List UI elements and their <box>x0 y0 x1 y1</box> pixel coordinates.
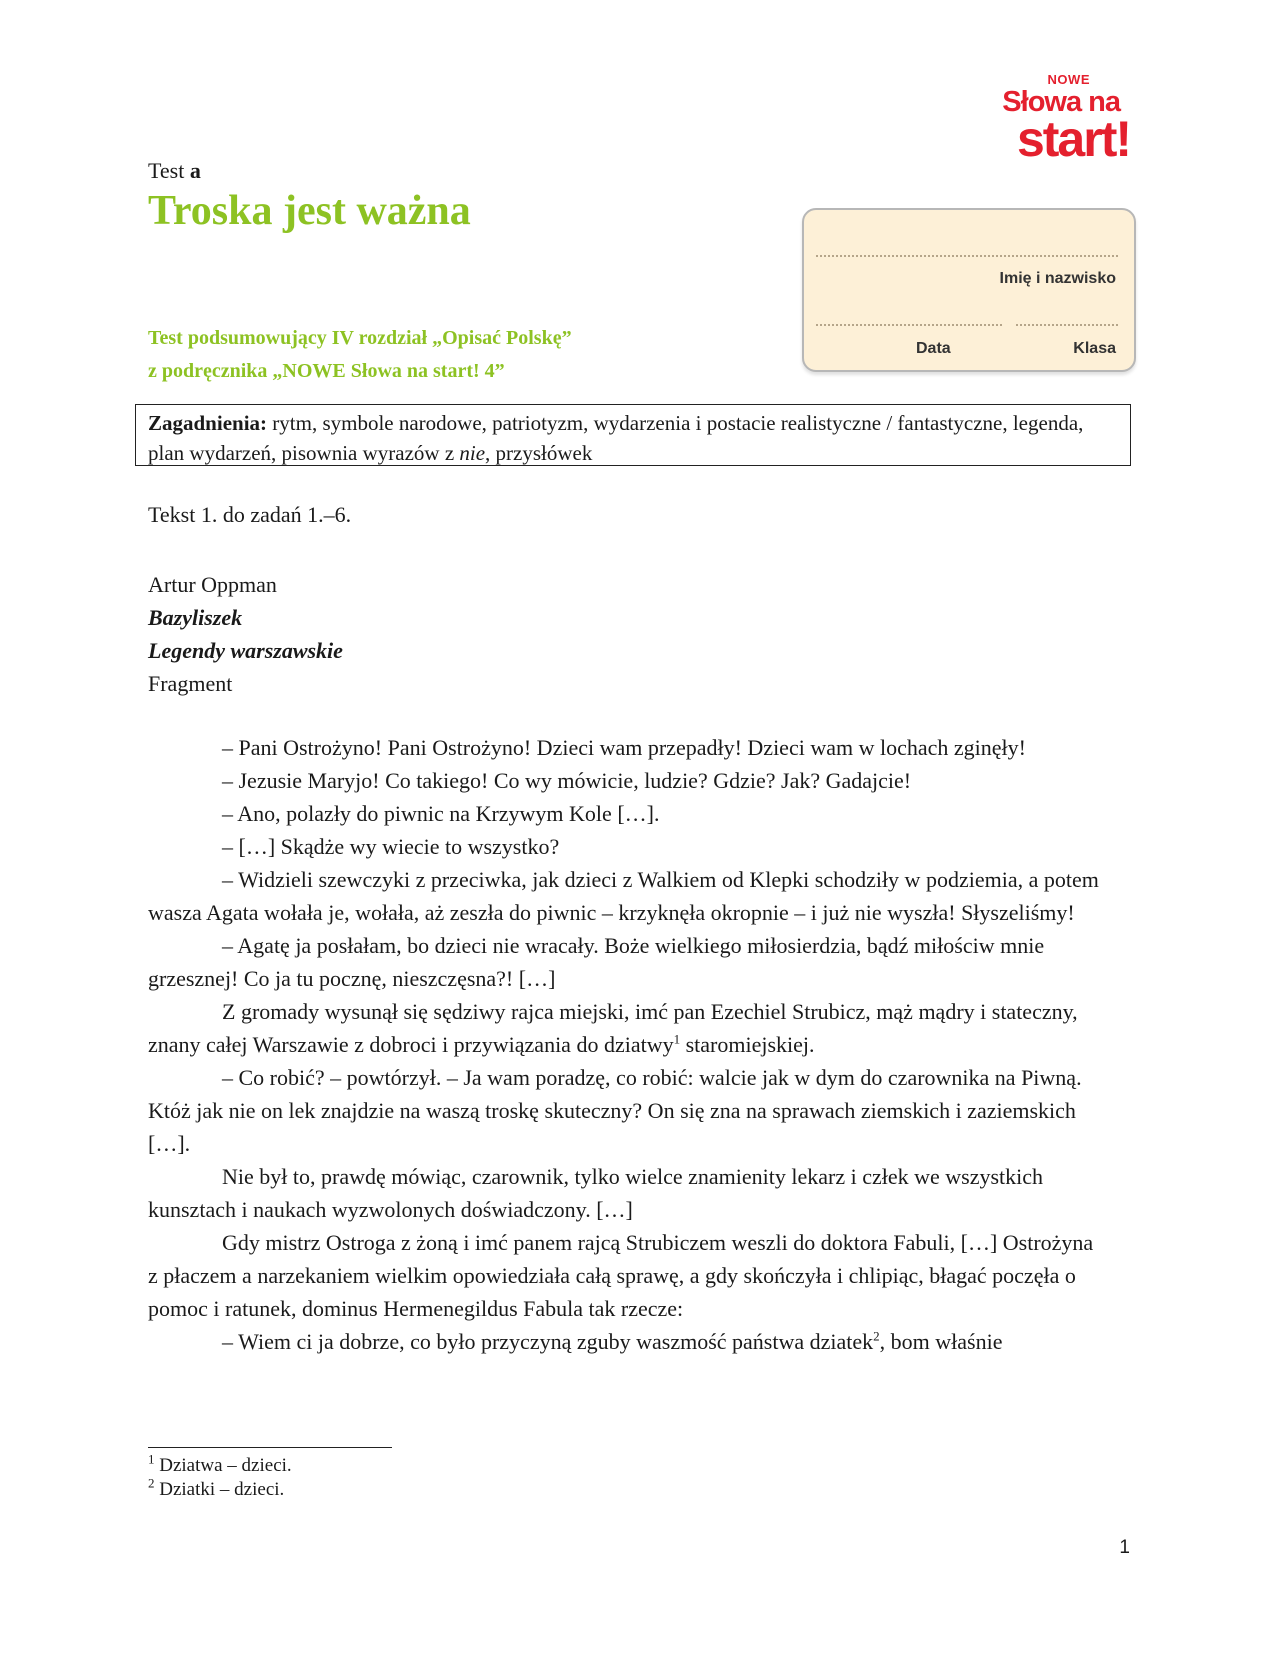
test-letter: a <box>189 158 201 183</box>
paragraph: – Pani Ostrożyno! Pani Ostrożyno! Dzieci wam przepadły! Dzieci wam w lochach zginęły! <box>222 735 1026 760</box>
test-prefix: Test <box>148 158 185 183</box>
date-line[interactable] <box>816 324 1002 326</box>
reading-text <box>148 731 1108 1358</box>
source-info <box>148 568 343 700</box>
paragraph-text: – Wiem ci ja dobrze, co było przyczyną zguby waszmość państwa dziatek <box>222 1329 874 1354</box>
topics-text-end: , przysłówek <box>485 441 593 465</box>
paragraph: – Ano, polazły do piwnic na Krzywym Kole […]. <box>222 801 660 826</box>
student-info-card <box>802 208 1136 372</box>
class-line[interactable] <box>1016 324 1118 326</box>
name-label: Imię i nazwisko <box>999 270 1116 287</box>
paragraph: – Co robić? – powtórzył. – Ja wam poradzę, co robić: walcie jak w dym do czarownika na Piwną. Któż jak nie on lek znajdzie na waszą troskę skuteczny? On się zna na sprawach ziemskich i zaziemskich […]. <box>148 1065 1082 1156</box>
class-label: Klasa <box>1073 340 1116 357</box>
paragraph <box>148 995 1108 1061</box>
name-line[interactable] <box>816 255 1118 257</box>
topics-text: rytm, symbole narodowe, patriotyzm, wydarzenia i postacie realistyczne / fantastyczne, legenda, plan wydarzeń, pisownia wyrazów z <box>148 411 1084 465</box>
footnote <box>148 1475 292 1502</box>
logo-mid-text: Słowa na <box>1002 86 1120 118</box>
footnote-number: 2 <box>148 1475 155 1491</box>
page-subtitle <box>148 322 572 388</box>
page-number: 1 <box>1119 1537 1130 1558</box>
subtitle-line-2: z podręcznika „NOWE Słowa na start! 4” <box>148 360 505 382</box>
paragraph: – Jezusie Maryjo! Co takiego! Co wy mówicie, ludzie? Gdzie? Jak? Gadajcie! <box>222 768 912 793</box>
test-label <box>148 158 201 184</box>
footnote-number: 1 <box>148 1451 155 1467</box>
page-title: Troska jest ważna <box>148 188 471 234</box>
footnote-separator <box>148 1447 392 1448</box>
topics-label: Zagadnienia: <box>148 411 268 435</box>
work-title: Bazyliszek <box>148 605 243 630</box>
logo-top-text: NOWE <box>1047 72 1090 87</box>
topics-italic: nie <box>459 441 486 465</box>
logo-big-text: start! <box>1016 111 1130 167</box>
paragraph-text-end: staromiejskiej. <box>680 1032 815 1057</box>
footnotes <box>148 1451 292 1502</box>
paragraph: Nie był to, prawdę mówiąc, czarownik, tylko wielce znamienity lekarz i człek we wszystkich kunsztach i naukach wyzwolonych doświadczony. […] <box>148 1164 1044 1222</box>
paragraph-text: Z gromady wysunął się sędziwy rajca miejski, imć pan Ezechiel Strubicz, mąż mądry i stateczny, znany całej Warszawie z dobroci i przywiązania do dziatwy <box>148 999 1078 1057</box>
footnote-text: Dziatki – dzieci. <box>154 1479 285 1500</box>
paragraph: – Agatę ja posłałam, bo dzieci nie wracały. Boże wielkiego miłosierdzia, bądź miłościw mnie grzesznej! Co ja tu pocznę, nieszczęsna?! […] <box>148 933 1045 991</box>
footnote-text: Dziatwa – dzieci. <box>154 1455 292 1476</box>
paragraph: – […] Skądże wy wiecie to wszystko? <box>222 834 560 859</box>
paragraph: – Widzieli szewczyki z przeciwka, jak dzieci z Walkiem od Klepki schodziły w podziemia, a potem wasza Agata wołała je, wołała, aż zeszła do piwnic – krzyknęła okropnie – i już nie wyszła! Słyszeliśmy! <box>148 867 1099 925</box>
collection-title: Legendy warszawskie <box>148 638 343 663</box>
paragraph-text-end: , bom właśnie <box>879 1329 1003 1354</box>
fragment-note: Fragment <box>148 671 233 696</box>
footnote-ref: 2 <box>873 1328 880 1344</box>
paragraph: Gdy mistrz Ostroga z żoną i imć panem rajcą Strubiczem weszli do doktora Fabuli, […] Ostrożyna z płaczem a narzekaniem wielkim opowiedziała całą sprawę, a gdy skończyła i chlipiąc, błagać poczęła o pomoc i ratunek, dominus Hermenegildus Fabula tak rzecze: <box>148 1230 1094 1321</box>
footnote <box>148 1451 292 1478</box>
paragraph <box>148 1325 1108 1358</box>
text-intro: Tekst 1. do zadań 1.–6. <box>148 502 352 527</box>
author: Artur Oppman <box>148 572 277 597</box>
footnote-ref: 1 <box>673 1031 681 1047</box>
date-label: Data <box>916 340 951 357</box>
topics-box <box>135 404 1131 466</box>
subtitle-line-1: Test podsumowujący IV rozdział „Opisać Polskę” <box>148 327 572 349</box>
